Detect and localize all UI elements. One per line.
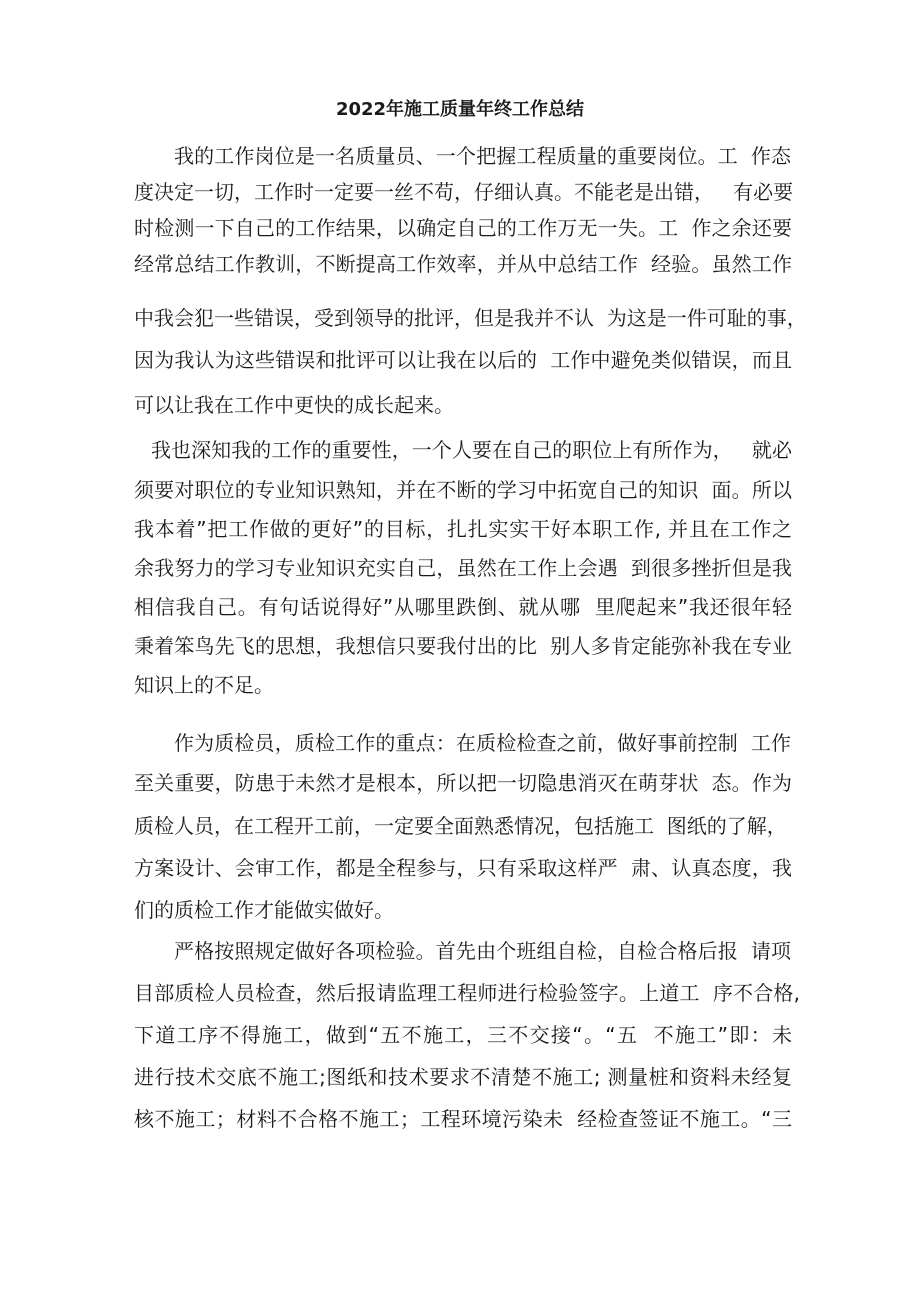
- paragraph-line: 下道工序不得施工，做到“五不施工，三不交接“。“五 不施工”即：未: [134, 1023, 792, 1047]
- paragraph-line: 知识上的不足。: [134, 673, 274, 697]
- paragraph-line: 严格按照规定做好各项检验。首先由个班组自检，自检合格后报 请项: [174, 939, 791, 963]
- paragraph-line: 质检人员，在工程开工前，一定要全面熟悉情况，包括施工 图纸的了解，: [134, 814, 787, 838]
- paragraph-line: 们的质检工作才能做实做好。: [134, 898, 394, 922]
- paragraph-line: 时检测一下自己的工作结果，以确定自己的工作万无一失。工 作之余还要: [134, 216, 792, 240]
- paragraph-line: 目部质检人员检查，然后报请监理工程师进行检验签字。上道工 序不合格,: [134, 981, 800, 1005]
- paragraph-line: 因为我认为这些错误和批评可以让我在以后的 工作中避免类似错误，而且: [134, 348, 792, 372]
- paragraph-line: 中我会犯一些错误，受到领导的批评，但是我并不认 为这是一件可耻的事，: [134, 306, 807, 330]
- paragraph-line: 度决定一切，工作时一定要一丝不苟，仔细认真。不能老是出错， 有必要: [134, 180, 794, 204]
- paragraph-line: 余我努力的学习专业知识充实自己，虽然在工作上会遇 到很多挫折但是我: [134, 556, 792, 580]
- paragraph-line: 进行技术交底不施工;图纸和技术要求不清楚不施工; 测量桩和资料未经复: [134, 1065, 792, 1089]
- paragraph-line: 秉着笨鸟先飞的思想，我想信只要我付出的比 别人多肯定能弥补我在专业: [134, 634, 792, 658]
- paragraph-line: 至关重要，防患于未然才是根本，所以把一切隐患消灭在萌芽状 态。作为: [134, 771, 792, 795]
- paragraph-line: 方案设计、会审工作，都是全程参与，只有采取这样严 肃、认真态度，我: [134, 856, 792, 880]
- paragraph-line: 相信我自己。有句话说得好”从哪里跌倒、就从哪 里爬起来”我还很年轻: [134, 595, 792, 619]
- paragraph-line: 可以让我在工作中更快的成长起来。: [134, 393, 454, 417]
- paragraph-line: 须要对职位的专业知识熟知，并在不断的学习中拓宽自己的知识 面。所以: [134, 478, 792, 502]
- paragraph-line: 我也深知我的工作的重要性，一个人要在自己的职位上有所作为， 就必: [151, 438, 792, 462]
- paragraph-line: 经常总结工作教训，不断提高工作效率，并从中总结工作 经验。虽然工作: [134, 252, 792, 276]
- paragraph-line: 核不施工；材料不合格不施工；工程环境污染未 经检查签证不施工。“三: [134, 1107, 792, 1131]
- paragraph-line: 作为质检员，质检工作的重点：在质检检查之前，做好事前控制 工作: [174, 731, 791, 755]
- document-title: 2022年施工质量年终工作总结: [335, 99, 585, 120]
- paragraph-line: 我本着”把工作做的更好”的目标，扎扎实实干好本职工作, 并且在工作之: [134, 517, 792, 541]
- paragraph-line: 我的工作岗位是一名质量员、一个把握工程质量的重要岗位。工 作态: [174, 144, 791, 168]
